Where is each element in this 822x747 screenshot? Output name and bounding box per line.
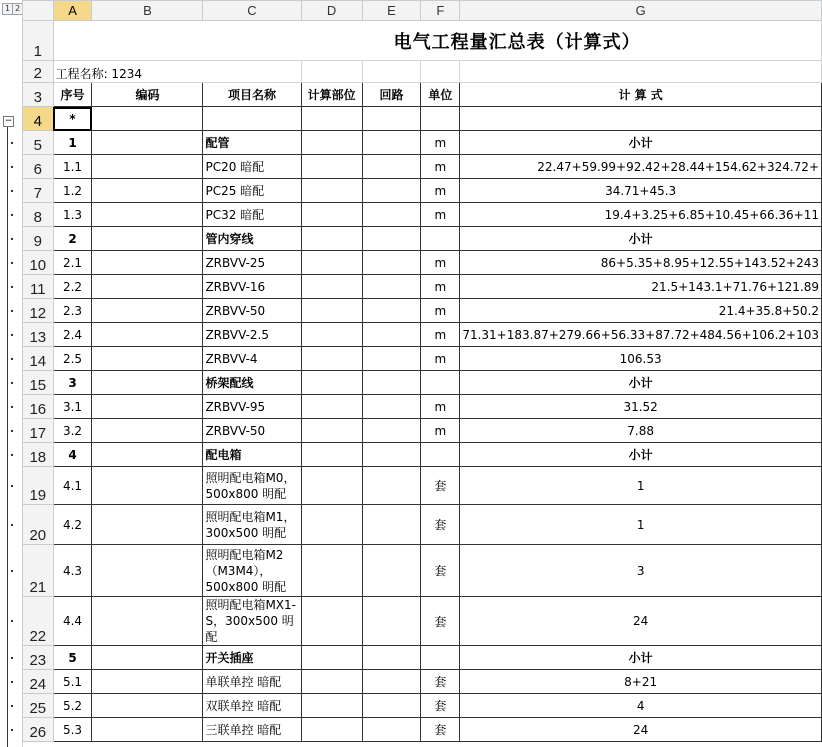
row-header-7[interactable]: 7 (23, 179, 54, 203)
calc-part-cell[interactable] (301, 179, 362, 203)
row-header-4[interactable]: 4 (23, 107, 54, 131)
item-name-cell[interactable]: ZRBVV-50 (203, 299, 301, 323)
unit-cell[interactable]: m (421, 275, 460, 299)
unit-cell[interactable] (421, 227, 460, 251)
table-row (23, 203, 822, 227)
outline-dot (11, 262, 13, 264)
formula-cell[interactable] (460, 107, 822, 131)
table-row (23, 443, 822, 467)
unit-cell[interactable] (421, 107, 460, 131)
seq-cell[interactable]: 5.2 (53, 694, 92, 718)
code-cell[interactable] (92, 179, 203, 203)
row-header-1[interactable]: 1 (23, 21, 54, 61)
row-header-24[interactable]: 24 (23, 670, 54, 694)
header-unit[interactable]: 单位 (421, 83, 460, 107)
table-row (23, 347, 822, 371)
calc-part-cell[interactable] (301, 419, 362, 443)
column-header-c[interactable]: C (203, 1, 301, 21)
outline-dot (11, 406, 13, 408)
table-row (23, 179, 822, 203)
formula-cell[interactable]: 106.53 (460, 347, 822, 371)
seq-cell[interactable]: 4.2 (53, 505, 92, 545)
circuit-cell[interactable] (362, 419, 421, 443)
formula-cell[interactable]: 小计 (460, 131, 822, 155)
formula-cell[interactable]: 7.88 (460, 419, 822, 443)
item-name-cell[interactable]: 配管 (203, 131, 301, 155)
item-name-cell[interactable]: 管内穿线 (203, 227, 301, 251)
row-header-22[interactable]: 22 (23, 597, 54, 646)
seq-cell[interactable]: 4.4 (53, 597, 92, 646)
table-row (23, 107, 822, 131)
table-row (23, 299, 822, 323)
formula-cell[interactable]: 小计 (460, 371, 822, 395)
code-cell[interactable] (92, 419, 203, 443)
item-name-cell[interactable]: 照明配电箱M1，300x500 明配 (203, 505, 301, 545)
formula-cell[interactable]: 1 (460, 467, 822, 505)
item-name-cell[interactable]: PC25 暗配 (203, 179, 301, 203)
row-header-20[interactable]: 20 (23, 505, 54, 545)
seq-cell[interactable]: 2 (53, 227, 92, 251)
seq-cell[interactable]: 2.5 (53, 347, 92, 371)
table-row (23, 505, 822, 545)
circuit-cell[interactable] (362, 179, 421, 203)
cell[interactable] (460, 61, 822, 83)
unit-cell[interactable]: m (421, 179, 460, 203)
calc-part-cell[interactable] (301, 299, 362, 323)
seq-cell[interactable]: 1 (53, 131, 92, 155)
row-header-2[interactable]: 2 (23, 61, 54, 83)
outline-dot (11, 705, 13, 707)
circuit-cell[interactable] (362, 395, 421, 419)
calc-part-cell[interactable] (301, 646, 362, 670)
outline-dot (11, 382, 13, 384)
table-row (23, 395, 822, 419)
row-header-14[interactable]: 14 (23, 347, 54, 371)
seq-cell[interactable]: 1.2 (53, 179, 92, 203)
seq-cell[interactable]: 4 (53, 443, 92, 467)
table-row (23, 545, 822, 597)
code-cell[interactable] (92, 505, 203, 545)
calc-part-cell[interactable] (301, 395, 362, 419)
formula-cell[interactable]: 24 (460, 597, 822, 646)
calc-part-cell[interactable] (301, 718, 362, 742)
outline-dot (11, 310, 13, 312)
code-cell[interactable] (92, 155, 203, 179)
circuit-cell[interactable] (362, 131, 421, 155)
code-cell[interactable] (92, 597, 203, 646)
unit-cell[interactable]: m (421, 131, 460, 155)
row-header-11[interactable]: 11 (23, 275, 54, 299)
outline-dot (11, 681, 13, 683)
cell[interactable] (362, 61, 421, 83)
unit-cell[interactable]: 套 (421, 545, 460, 597)
code-cell[interactable] (92, 395, 203, 419)
column-header-e[interactable]: E (362, 1, 421, 21)
outline-dot (11, 430, 13, 432)
seq-cell[interactable]: 2.2 (53, 275, 92, 299)
code-cell[interactable] (92, 107, 203, 131)
row-header-21[interactable]: 21 (23, 545, 54, 597)
table-row (23, 597, 822, 646)
unit-cell[interactable] (421, 646, 460, 670)
formula-cell[interactable]: 21.5+143.1+71.76+121.89 (460, 275, 822, 299)
outline-dot (11, 620, 13, 622)
circuit-cell[interactable] (362, 227, 421, 251)
unit-cell[interactable]: m (421, 251, 460, 275)
code-cell[interactable] (92, 347, 203, 371)
calc-part-cell[interactable] (301, 155, 362, 179)
row-header-25[interactable]: 25 (23, 694, 54, 718)
circuit-cell[interactable] (362, 107, 421, 131)
collapse-group-button[interactable]: − (4, 116, 13, 126)
row-header-3[interactable]: 3 (23, 83, 54, 107)
item-name-cell[interactable]: 三联单控 暗配 (203, 718, 301, 742)
seq-cell[interactable]: 3 (53, 371, 92, 395)
select-all-corner[interactable] (23, 1, 54, 21)
circuit-cell[interactable] (362, 505, 421, 545)
table-row (23, 131, 822, 155)
calc-part-cell[interactable] (301, 347, 362, 371)
item-name-cell[interactable]: 照明配电箱MX1-S，300x500 明配 (203, 597, 301, 646)
circuit-cell[interactable] (362, 646, 421, 670)
circuit-cell[interactable] (362, 371, 421, 395)
seq-cell[interactable]: 1.1 (53, 155, 92, 179)
seq-cell[interactable]: 4.1 (53, 467, 92, 505)
header-code[interactable]: 编码 (92, 83, 203, 107)
calc-part-cell[interactable] (301, 597, 362, 646)
calc-part-cell[interactable] (301, 443, 362, 467)
seq-cell[interactable]: 5 (53, 646, 92, 670)
table-row (23, 670, 822, 694)
row-header-8[interactable]: 8 (23, 203, 54, 227)
calc-part-cell[interactable] (301, 545, 362, 597)
table-row (23, 694, 822, 718)
unit-cell[interactable]: 套 (421, 467, 460, 505)
seq-cell[interactable]: 4.3 (53, 545, 92, 597)
outline-dot (11, 286, 13, 288)
circuit-cell[interactable] (362, 545, 421, 597)
circuit-cell[interactable] (362, 718, 421, 742)
header-formula[interactable]: 计 算 式 (460, 83, 822, 107)
outline-dot (11, 142, 13, 144)
formula-cell[interactable]: 4 (460, 694, 822, 718)
table-row (23, 323, 822, 347)
column-header-f[interactable]: F (421, 1, 460, 21)
table-row (23, 646, 822, 670)
unit-cell[interactable] (421, 443, 460, 467)
unit-cell[interactable]: m (421, 155, 460, 179)
unit-cell[interactable]: m (421, 395, 460, 419)
code-cell[interactable] (92, 227, 203, 251)
calc-part-cell[interactable] (301, 203, 362, 227)
calc-part-cell[interactable] (301, 467, 362, 505)
seq-cell[interactable]: 2.1 (53, 251, 92, 275)
code-cell[interactable] (92, 323, 203, 347)
project-name-cell[interactable]: 工程名称: 1234 (53, 61, 301, 83)
outline-level-1-button[interactable]: 1 (2, 3, 13, 15)
row-header-13[interactable]: 13 (23, 323, 54, 347)
row-header-26[interactable]: 26 (23, 718, 54, 742)
unit-cell[interactable]: 套 (421, 597, 460, 646)
formula-cell[interactable]: 24 (460, 718, 822, 742)
formula-cell[interactable]: 22.47+59.99+92.42+28.44+154.62+324.72+ (460, 155, 822, 179)
calc-part-cell[interactable] (301, 505, 362, 545)
seq-cell[interactable]: 3.1 (53, 395, 92, 419)
header-calc-part[interactable]: 计算部位 (301, 83, 362, 107)
column-header-g[interactable]: G (460, 1, 822, 21)
outline-dot (11, 524, 13, 526)
row-header-15[interactable]: 15 (23, 371, 54, 395)
table-row (23, 419, 822, 443)
code-cell[interactable] (92, 694, 203, 718)
formula-cell[interactable]: 19.4+3.25+6.85+10.45+66.36+11 (460, 203, 822, 227)
item-name-cell[interactable]: ZRBVV-95 (203, 395, 301, 419)
outline-dot (11, 454, 13, 456)
item-name-cell[interactable]: 照明配电箱M2（M3M4），500x800 明配 (203, 545, 301, 597)
code-cell[interactable] (92, 371, 203, 395)
code-cell[interactable] (92, 718, 203, 742)
code-cell[interactable] (92, 646, 203, 670)
item-name-cell[interactable]: ZRBVV-25 (203, 251, 301, 275)
item-name-cell[interactable]: 单联单控 暗配 (203, 670, 301, 694)
unit-cell[interactable]: 套 (421, 718, 460, 742)
seq-cell[interactable]: * (53, 107, 92, 131)
formula-cell[interactable]: 3 (460, 545, 822, 597)
header-seq[interactable]: 序号 (53, 83, 92, 107)
item-name-cell[interactable]: PC20 暗配 (203, 155, 301, 179)
outline-dot (11, 729, 13, 731)
outline-dot (11, 214, 13, 216)
circuit-cell[interactable] (362, 597, 421, 646)
outline-gutter (0, 0, 23, 747)
calc-part-cell[interactable] (301, 670, 362, 694)
seq-cell[interactable]: 3.2 (53, 419, 92, 443)
spreadsheet-grid (22, 0, 822, 742)
code-cell[interactable] (92, 203, 203, 227)
code-cell[interactable] (92, 275, 203, 299)
outline-dot (11, 570, 13, 572)
code-cell[interactable] (92, 545, 203, 597)
formula-cell[interactable]: 小计 (460, 227, 822, 251)
calc-part-cell[interactable] (301, 227, 362, 251)
circuit-cell[interactable] (362, 155, 421, 179)
cell[interactable] (301, 61, 362, 83)
unit-cell[interactable]: 套 (421, 694, 460, 718)
item-name-cell[interactable]: ZRBVV-50 (203, 419, 301, 443)
formula-cell[interactable]: 小计 (460, 646, 822, 670)
calc-part-cell[interactable] (301, 251, 362, 275)
table-row (23, 227, 822, 251)
outline-group-bracket (7, 127, 8, 747)
item-name-cell[interactable]: ZRBVV-4 (203, 347, 301, 371)
cell[interactable] (421, 61, 460, 83)
circuit-cell[interactable] (362, 443, 421, 467)
code-cell[interactable] (92, 467, 203, 505)
table-row (23, 155, 822, 179)
code-cell[interactable] (92, 443, 203, 467)
formula-cell[interactable]: 小计 (460, 443, 822, 467)
circuit-cell[interactable] (362, 203, 421, 227)
table-row (23, 275, 822, 299)
table-row (23, 371, 822, 395)
calc-part-cell[interactable] (301, 107, 362, 131)
seq-cell[interactable]: 5.1 (53, 670, 92, 694)
row-header-9[interactable]: 9 (23, 227, 54, 251)
unit-cell[interactable]: m (421, 323, 460, 347)
row-header-16[interactable]: 16 (23, 395, 54, 419)
column-header-d[interactable]: D (301, 1, 362, 21)
outline-dot (11, 334, 13, 336)
circuit-cell[interactable] (362, 670, 421, 694)
outline-dot (11, 358, 13, 360)
sheet-title[interactable]: 电气工程量汇总表（计算式） (53, 21, 821, 61)
unit-cell[interactable]: m (421, 419, 460, 443)
outline-dot (11, 190, 13, 192)
header-item-name[interactable]: 项目名称 (203, 83, 301, 107)
item-name-cell[interactable]: ZRBVV-16 (203, 275, 301, 299)
item-name-cell[interactable]: 双联单控 暗配 (203, 694, 301, 718)
unit-cell[interactable]: 套 (421, 505, 460, 545)
formula-cell[interactable]: 31.52 (460, 395, 822, 419)
formula-cell[interactable]: 71.31+183.87+279.66+56.33+87.72+484.56+106.2+103 (460, 323, 822, 347)
item-name-cell[interactable] (203, 107, 301, 131)
row-header-17[interactable]: 17 (23, 419, 54, 443)
seq-cell[interactable]: 1.3 (53, 203, 92, 227)
outline-level-2-button[interactable]: 2 (12, 3, 23, 15)
seq-cell[interactable]: 2.4 (53, 323, 92, 347)
row-header-10[interactable]: 10 (23, 251, 54, 275)
circuit-cell[interactable] (362, 347, 421, 371)
code-cell[interactable] (92, 670, 203, 694)
seq-cell[interactable]: 2.3 (53, 299, 92, 323)
calc-part-cell[interactable] (301, 131, 362, 155)
column-header-a[interactable]: A (53, 1, 92, 21)
header-circuit[interactable]: 回路 (362, 83, 421, 107)
row-header-5[interactable]: 5 (23, 131, 54, 155)
table-row (23, 467, 822, 505)
circuit-cell[interactable] (362, 299, 421, 323)
code-cell[interactable] (92, 131, 203, 155)
outline-dot (11, 657, 13, 659)
item-name-cell[interactable]: 配电箱 (203, 443, 301, 467)
outline-dot (11, 485, 13, 487)
seq-cell[interactable]: 5.3 (53, 718, 92, 742)
table-row (23, 718, 822, 742)
calc-part-cell[interactable] (301, 694, 362, 718)
calc-part-cell[interactable] (301, 323, 362, 347)
row-header-23[interactable]: 23 (23, 646, 54, 670)
unit-cell[interactable] (421, 371, 460, 395)
formula-cell[interactable]: 34.71+45.3 (460, 179, 822, 203)
circuit-cell[interactable] (362, 251, 421, 275)
unit-cell[interactable]: 套 (421, 670, 460, 694)
item-name-cell[interactable]: PC32 暗配 (203, 203, 301, 227)
item-name-cell[interactable]: 照明配电箱M0，500x800 明配 (203, 467, 301, 505)
formula-cell[interactable]: 86+5.35+8.95+12.55+143.52+243 (460, 251, 822, 275)
row-header-6[interactable]: 6 (23, 155, 54, 179)
circuit-cell[interactable] (362, 275, 421, 299)
item-name-cell[interactable]: 开关插座 (203, 646, 301, 670)
formula-cell[interactable]: 1 (460, 505, 822, 545)
calc-part-cell[interactable] (301, 371, 362, 395)
row-header-18[interactable]: 18 (23, 443, 54, 467)
formula-cell[interactable]: 8+21 (460, 670, 822, 694)
unit-cell[interactable]: m (421, 299, 460, 323)
unit-cell[interactable]: m (421, 203, 460, 227)
row-header-12[interactable]: 12 (23, 299, 54, 323)
code-cell[interactable] (92, 299, 203, 323)
outline-dot (11, 166, 13, 168)
circuit-cell[interactable] (362, 694, 421, 718)
item-name-cell[interactable]: ZRBVV-2.5 (203, 323, 301, 347)
item-name-cell[interactable]: 桥架配线 (203, 371, 301, 395)
table-row (23, 251, 822, 275)
outline-dot (11, 238, 13, 240)
circuit-cell[interactable] (362, 467, 421, 505)
code-cell[interactable] (92, 251, 203, 275)
calc-part-cell[interactable] (301, 275, 362, 299)
unit-cell[interactable]: m (421, 347, 460, 371)
column-header-b[interactable]: B (92, 1, 203, 21)
formula-cell[interactable]: 21.4+35.8+50.2 (460, 299, 822, 323)
row-header-19[interactable]: 19 (23, 467, 54, 505)
circuit-cell[interactable] (362, 323, 421, 347)
